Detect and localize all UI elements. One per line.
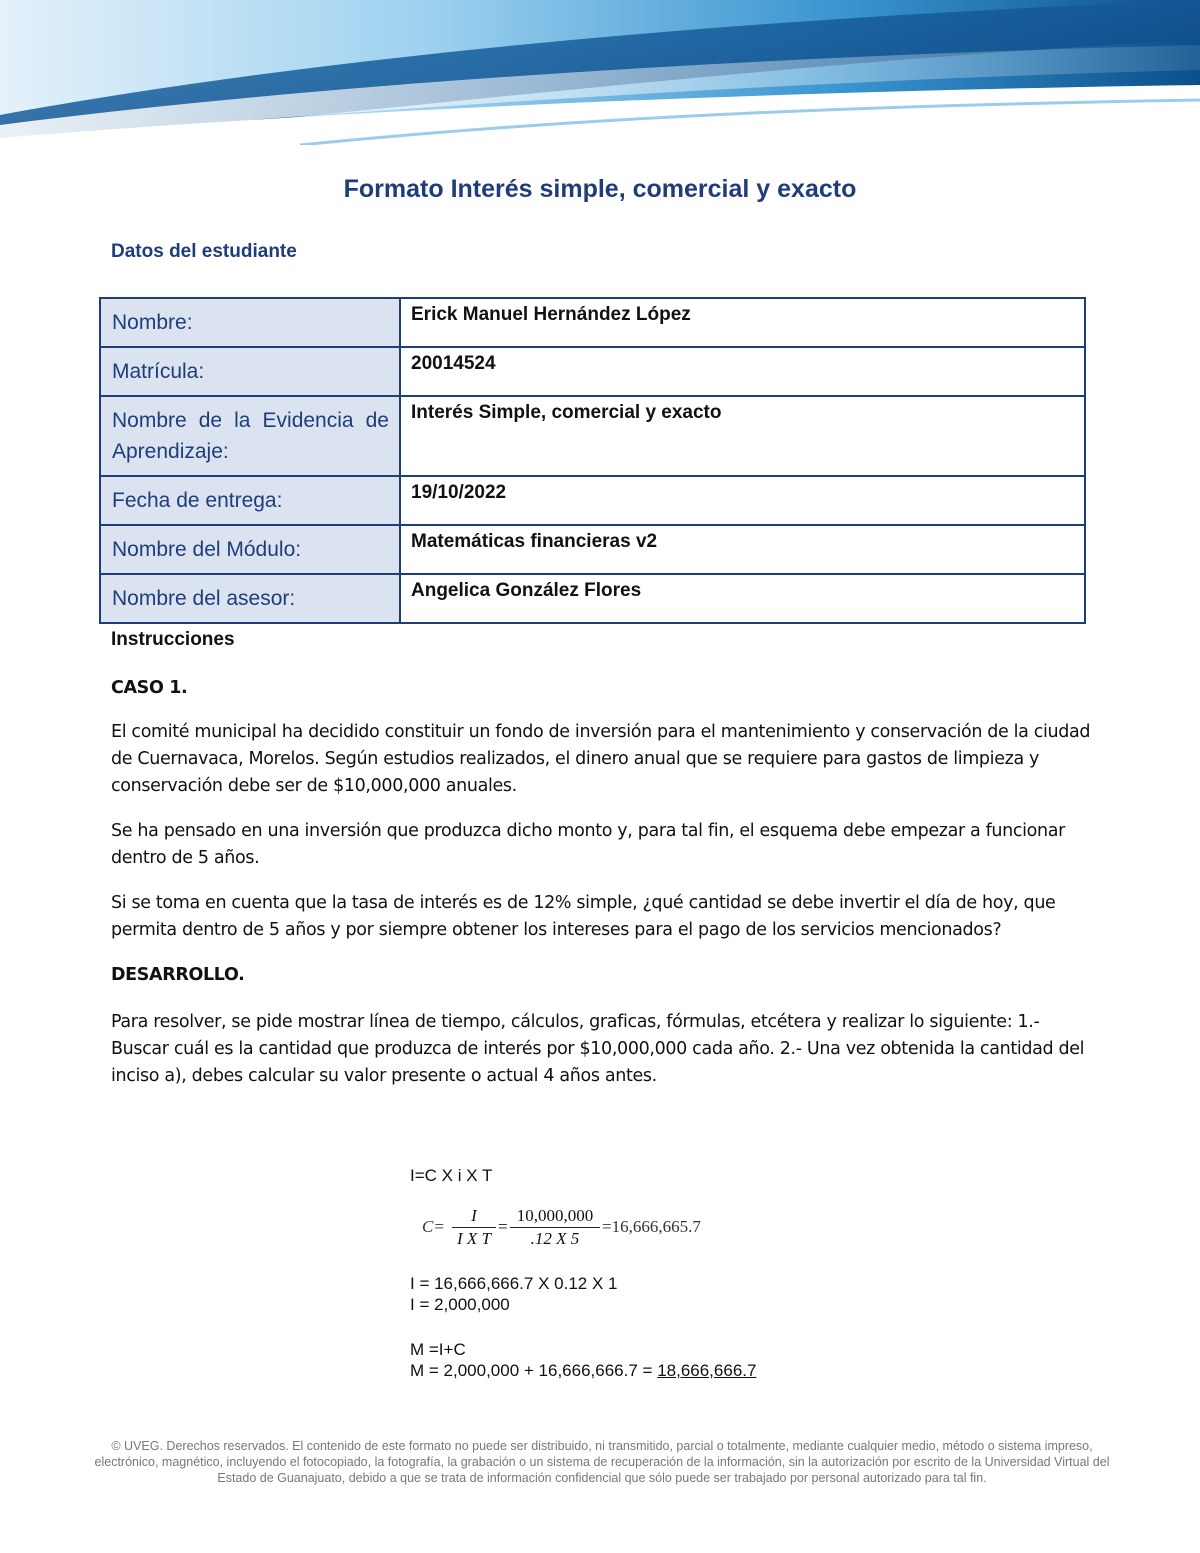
- fraction-equals: =: [498, 1217, 508, 1236]
- table-row: [100, 574, 1085, 623]
- formula-line-6: [410, 1361, 756, 1381]
- row-label: Nombre:: [100, 298, 400, 347]
- banner-graphic: [0, 0, 1200, 145]
- document-title: Formato Interés simple, comercial y exacto: [343, 175, 857, 203]
- section-heading: Datos del estudiante: [111, 241, 297, 262]
- table-row: [100, 298, 1085, 347]
- formula-line-1: I=C X i X T: [410, 1166, 493, 1185]
- formula-fraction: [422, 1206, 742, 1250]
- development-label: DESARROLLO.: [111, 965, 245, 985]
- fraction-num-1: I: [471, 1206, 477, 1225]
- row-value: 19/10/2022: [400, 476, 1085, 525]
- formula-line-5: M =I+C: [410, 1340, 466, 1359]
- header-banner: [0, 0, 1200, 145]
- row-label: Fecha de entrega:: [100, 476, 400, 525]
- row-label: Nombre del asesor:: [100, 574, 400, 623]
- formula-final-result: 18,666,666.7: [657, 1361, 757, 1380]
- fraction-num-2: 10,000,000: [516, 1206, 594, 1225]
- paragraph-2: Se ha pensado en una inversión que produzca dicho monto y, para tal fin, el esquema debe empezar a funcionar dentro de 5 años.: [111, 821, 1066, 868]
- copyright-footer: © UVEG. Derechos reservados. El contenido de este formato no puede ser distribuido, ni transmitido, parcial o totalmente, mediante cualquier medio, método o sistema impreso, electrónico, magnético, incluyendo el fotocopiado, la fotografía, la grabación o un sistema de recuperación de la información, sin la autorización por escrito de la Universidad Virtual del Estado de Guanajuato, debido a que se trata de información confidencial que sólo puede ser trabajado por personal autorizado para tal fin.: [94, 1439, 1110, 1485]
- row-label: Nombre de la Evidencia de Aprendizaje:: [100, 396, 400, 476]
- formula-line-6-prefix: M = 2,000,000 + 16,666,666.7 =: [410, 1361, 658, 1380]
- fraction-result: =16,666,665.7: [602, 1217, 701, 1236]
- table-row: [100, 476, 1085, 525]
- table-row: [100, 525, 1085, 574]
- row-label: Matrícula:: [100, 347, 400, 396]
- paragraph-3: Si se toma en cuenta que la tasa de interés es de 12% simple, ¿qué cantidad se debe invertir el día de hoy, que permita dentro de 5 años y por siempre obtener los intereses para el pago de los servicios mencionados?: [111, 893, 1056, 940]
- case-label: CASO 1.: [111, 678, 188, 698]
- formula-line-3: I = 16,666,666.7 X 0.12 X 1: [410, 1274, 618, 1293]
- row-value: Angelica González Flores: [400, 574, 1085, 623]
- fraction-den-2: .12 X 5: [530, 1229, 580, 1248]
- formula-line-4: I = 2,000,000: [410, 1295, 510, 1314]
- table-row: [100, 396, 1085, 476]
- table-row: [100, 347, 1085, 396]
- row-label: Nombre del Módulo:: [100, 525, 400, 574]
- instructions-heading: Instrucciones: [111, 629, 235, 650]
- row-value: Interés Simple, comercial y exacto: [400, 396, 1085, 476]
- fraction-lhs: C=: [422, 1217, 445, 1236]
- fraction-den-1: I X T: [457, 1229, 491, 1248]
- row-value: 20014524: [400, 347, 1085, 396]
- row-value: Matemáticas financieras v2: [400, 525, 1085, 574]
- paragraph-4: Para resolver, se pide mostrar línea de tiempo, cálculos, graficas, fórmulas, etcétera y realizar lo siguiente: 1.- Buscar cuál es la cantidad que produzca de interés por $10,000,000 cada año. 2.- Una vez obtenida la cantidad del inciso a), debes calcular su valor presente o actual 4 años antes.: [111, 1012, 1085, 1086]
- fraction-bar-1: [452, 1227, 496, 1228]
- fraction-bar-2: [510, 1227, 600, 1228]
- row-value: Erick Manuel Hernández López: [400, 298, 1085, 347]
- student-data-table: [99, 297, 1086, 624]
- paragraph-1: El comité municipal ha decidido constituir un fondo de inversión para el mantenimiento y conservación de la ciudad de Cuernavaca, Morelos. Según estudios realizados, el dinero anual que se requiere para gastos de limpieza y conservación debe ser de $10,000,000 anuales.: [111, 722, 1091, 796]
